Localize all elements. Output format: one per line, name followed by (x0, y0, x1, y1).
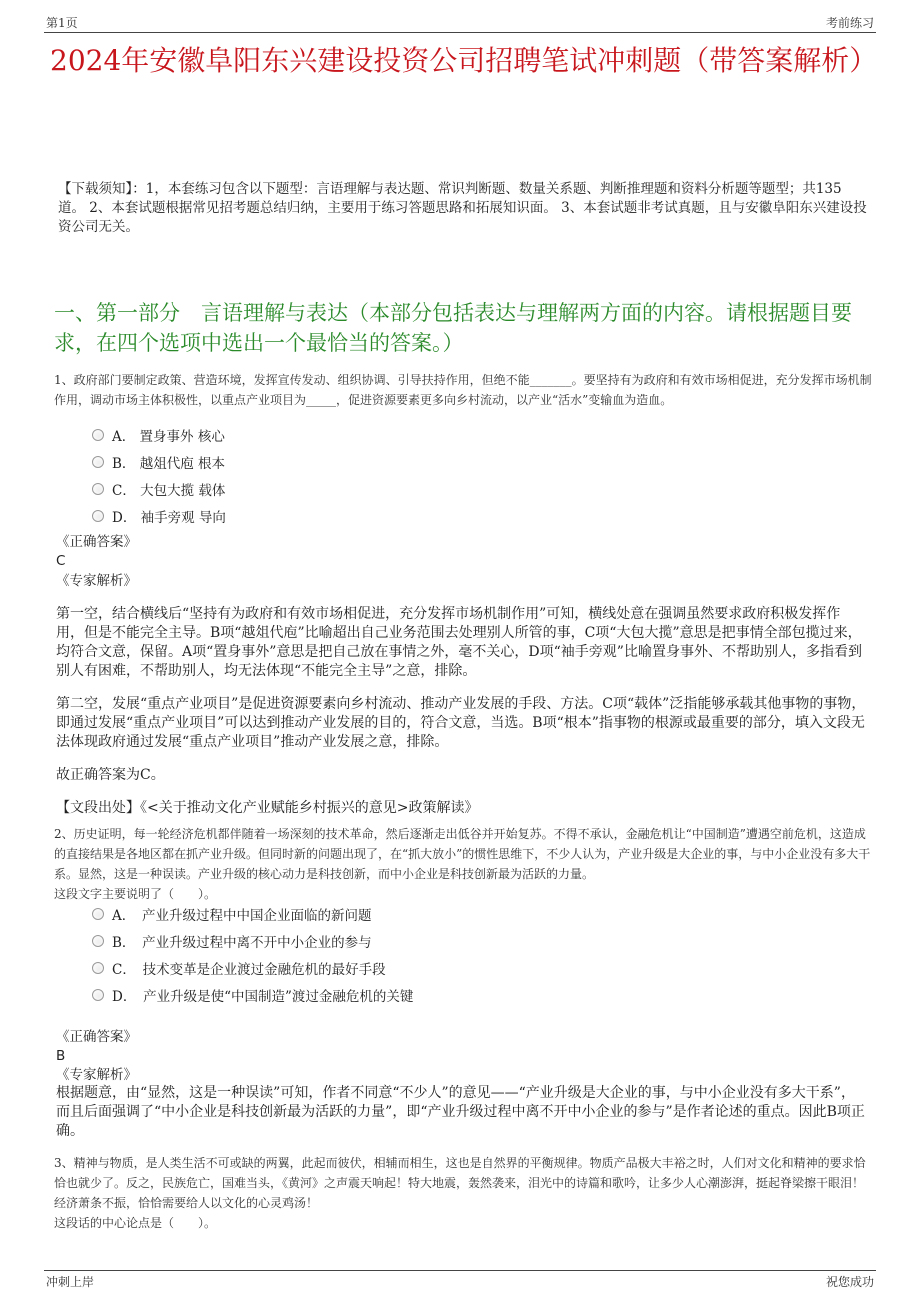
option-a[interactable]: A． 置身事外 核心 (92, 421, 226, 448)
option-d[interactable]: D． 产业升级是使“中国制造”渡过金融危机的关键 (92, 981, 413, 1008)
analysis-label: 《专家解析》 (56, 1067, 137, 1083)
document-title: 2024年安徽阜阳东兴建设投资公司招聘笔试冲刺题（带答案解析） (50, 44, 878, 77)
answer-label: 《正确答案》 (56, 534, 137, 550)
header-rule (44, 32, 876, 33)
page-number: 第1页 (46, 16, 78, 30)
answer-value: C (56, 553, 66, 569)
footer-rule (44, 1270, 876, 1271)
answer-label: 《正确答案》 (56, 1029, 137, 1045)
question-2-options (92, 900, 413, 1008)
question-2-analysis: 根据题意，由“显然，这是一种误读”可知，作者不同意“不少人”的意见——“产业升级是大企业的事，与中小企业没有多大干系”，而且后面强调了“中小企业是科技创新最为活跃的力量”，即“产业升级过程中离不开中小企业的参与”是作者论述的重点。因此B项正确。 (56, 1085, 865, 1139)
option-a[interactable]: A． 产业升级过程中中国企业面临的新问题 (92, 900, 413, 927)
radio-icon[interactable] (92, 456, 104, 468)
radio-icon[interactable] (92, 935, 104, 947)
section-heading: 一、第一部分 言语理解与表达（本部分包括表达与理解两方面的内容。请根据题目要求，在四个选项中选出一个最恰当的答案。） (54, 301, 852, 355)
question-1-analysis: 第一空，结合横线后“坚持有为政府和有效市场相促进，充分发挥市场机制作用”可知，横线处意在强调虽然要求政府积极发挥作用，但是不能完全主导。B项“越俎代庖”比喻超出自己业务范围去处理别人所管的事，C项“大包大揽”意思是把事情全部包揽过来，均符合文意，保留。A项“置身事外”意思是把自己放在事情之外，毫不关心，D项“袖手旁观”比喻置身事外、不帮助别人，多指看到别人有困难，不帮助别人，均无法体现“不能完全主导”之意，排除。 第二空，发展“重点产业项目”是促进资源要素向乡村流动、推动产业发展的手段、方法。C项“载体”泛指能够承载其他事物的事物，即通过发展“重点产业项目”可以达到推动产业发展的目的，符合文意，当选。B项“根本”指事物的根源或最重要的部分，填入文段无法体现政府通过发展“重点产业项目”推动产业发展之意，排除。 故正确答案为C。 【文段出处】《<关于推动文化产业赋能乡村振兴的意见>政策解读》 (56, 606, 866, 816)
footer-left: 冲刺上岸 (46, 1275, 95, 1289)
radio-icon[interactable] (92, 908, 104, 920)
answer-value: B (56, 1048, 66, 1064)
option-b[interactable]: B． 越俎代庖 根本 (92, 448, 226, 475)
download-notice: 【下载须知】：1，本套练习包含以下题型：言语理解与表达题、常识判断题、数量关系题、判断推理题和资料分析题等题型；共135道。 2、本套试题根据常见招考题总结归纳，主要用于练习答题思路和拓展知识面。 3、本套试题非考试真题，且与安徽阜阳东兴建设投资公司无关。 (58, 181, 867, 235)
radio-icon[interactable] (92, 962, 104, 974)
option-c[interactable]: C． 大包大揽 载体 (92, 475, 226, 502)
radio-icon[interactable] (92, 483, 104, 495)
radio-icon[interactable] (92, 429, 104, 441)
footer-right: 祝您成功 (825, 1275, 874, 1289)
radio-icon[interactable] (92, 989, 104, 1001)
question-3-text: 3、精神与物质，是人类生活不可或缺的两翼，此起而彼伏，相辅而相生，这也是自然界的平衡规律。物质产品极大丰裕之时，人们对文化和精神的要求恰恰也就少了。反之，民族危亡，国难当头，《黄河》之声震天响起！特大地震，轰然袭来，泪光中的诗篇和歌吟，让多少人心潮澎湃，挺起脊梁擦干眼泪！经济萧条不振，恰恰需要给人以文化的心灵鸡汤！ 这段话的中心论点是（ ）。 (54, 1156, 866, 1230)
option-c[interactable]: C． 技术变革是企业渡过金融危机的最好手段 (92, 954, 413, 981)
analysis-label: 《专家解析》 (56, 573, 137, 589)
radio-icon[interactable] (92, 510, 104, 522)
option-d[interactable]: D． 袖手旁观 导向 (92, 502, 226, 529)
question-2-text: 2、历史证明，每一轮经济危机都伴随着一场深刻的技术革命，然后逐渐走出低谷并开始复苏。不得不承认，金融危机让“中国制造”遭遇空前危机，这造成的直接结果是各地区都在抓产业升级。但同时新的问题出现了，在“抓大放小”的惯性思维下，不少人认为，产业升级是大企业的事，与中小企业没有多大干系。显然，这是一种误读。产业升级的核心动力是科技创新，而中小企业是科技创新最为活跃的力量。 这段文字主要说明了（ ）。 (54, 827, 871, 901)
question-1-text: 1、政府部门要制定政策、营造环境，发挥宣传发动、组织协调、引导扶持作用，但绝不能_______。要坚持有为政府和有效市场相促进，充分发挥市场机制作用，调动市场主体积极性，以重点产业项目为_____，促进资源要素更多向乡村流动，以产业“活水”变输血为造血。 (54, 373, 872, 407)
header-label: 考前练习 (825, 16, 874, 30)
question-1-options (92, 421, 226, 529)
option-b[interactable]: B． 产业升级过程中离不开中小企业的参与 (92, 927, 413, 954)
